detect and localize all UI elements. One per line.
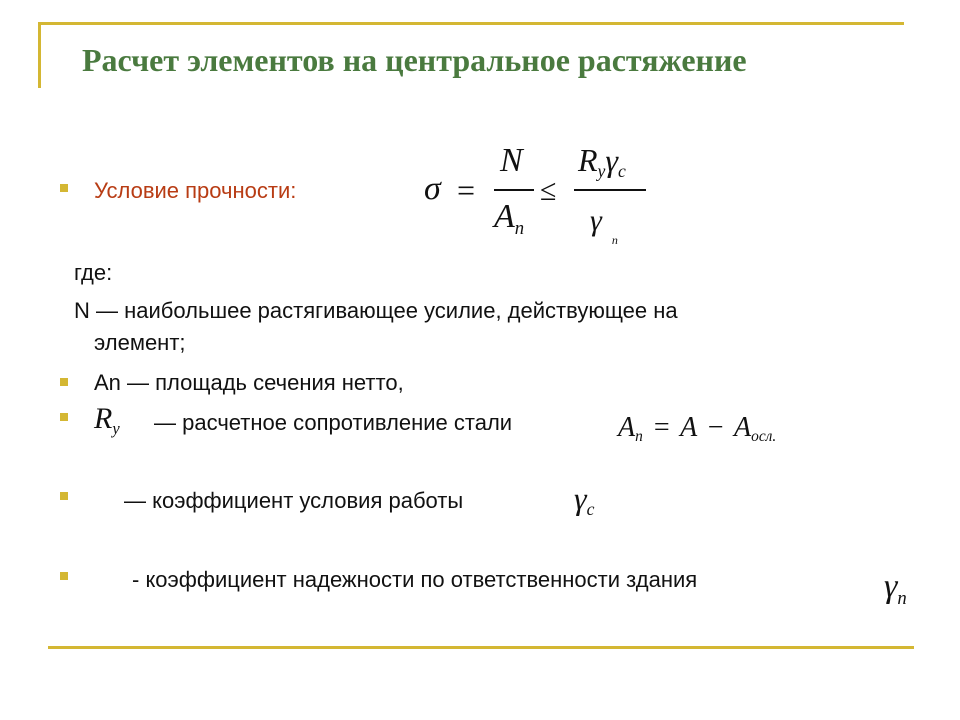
gamma-c-symbol [574, 480, 595, 520]
gamma-c-symbol-letter: γ [574, 480, 587, 516]
n-definition-line2: элемент; [94, 330, 186, 355]
an-formula-a-weak: A [734, 412, 752, 443]
numerator-gamma: γ [605, 142, 618, 178]
numerator-n: N [500, 142, 523, 179]
numerator-gamma-sub: c [617, 161, 626, 182]
an-formula-a: A [618, 412, 636, 443]
left-border-line [38, 22, 41, 88]
strength-condition-label: Условие прочности: [94, 178, 297, 203]
numerator-r: R [578, 142, 598, 178]
equals-sign: = [457, 172, 476, 208]
denominator-a-sub: n [514, 217, 525, 239]
top-border-line [38, 22, 904, 25]
gamma-c-definition: — коэффициент условия работы [124, 488, 464, 513]
bottom-border-line [48, 646, 914, 649]
an-formula-minus: − [707, 412, 724, 443]
an-formula-a-full: A [680, 412, 697, 443]
fraction-line-2 [574, 189, 646, 191]
an-formula-equals: = [653, 412, 670, 443]
gamma-c-symbol-sub: c [586, 499, 595, 520]
bullet-strength [60, 184, 68, 192]
leq-sign: ≤ [540, 174, 557, 207]
bullet-gamma-n [60, 572, 68, 580]
gamma-n-symbol-letter: γ [884, 568, 898, 605]
an-formula-weak-sub: осл. [751, 428, 777, 446]
numerator-ry-gamma-c [578, 142, 626, 182]
gamma-n-symbol [884, 568, 907, 609]
numerator-r-sub: y [597, 161, 606, 182]
sigma-symbol: σ [424, 170, 441, 207]
bullet-ry [60, 413, 68, 421]
an-formula-a-sub: n [635, 428, 643, 446]
bullet-gamma-c [60, 492, 68, 500]
denominator-gamma-n [590, 204, 618, 247]
an-definition: An — площадь сечения нетто, [94, 370, 404, 395]
gamma-n-definition: - коэффициент надежности по ответственности здания [132, 567, 698, 592]
denominator-gamma-sub: n [611, 233, 618, 247]
ry-symbol-letter: R [94, 402, 113, 435]
ry-symbol [94, 402, 120, 436]
where-label: где: [74, 260, 113, 285]
gamma-n-symbol-sub: n [897, 587, 907, 609]
ry-symbol-sub: y [112, 418, 120, 438]
an-formula [618, 412, 776, 444]
denominator-a [494, 198, 525, 239]
ry-definition: — расчетное сопротивление стали [154, 410, 513, 435]
bullet-an [60, 378, 68, 386]
fraction-line-1 [494, 189, 534, 191]
denominator-gamma: γ [590, 204, 602, 237]
slide-title: Расчет элементов на центральное растяжение [82, 42, 747, 78]
n-definition-line1: N — наибольшее растягивающее усилие, действующее на [74, 298, 678, 323]
denominator-a-letter: A [494, 198, 515, 235]
